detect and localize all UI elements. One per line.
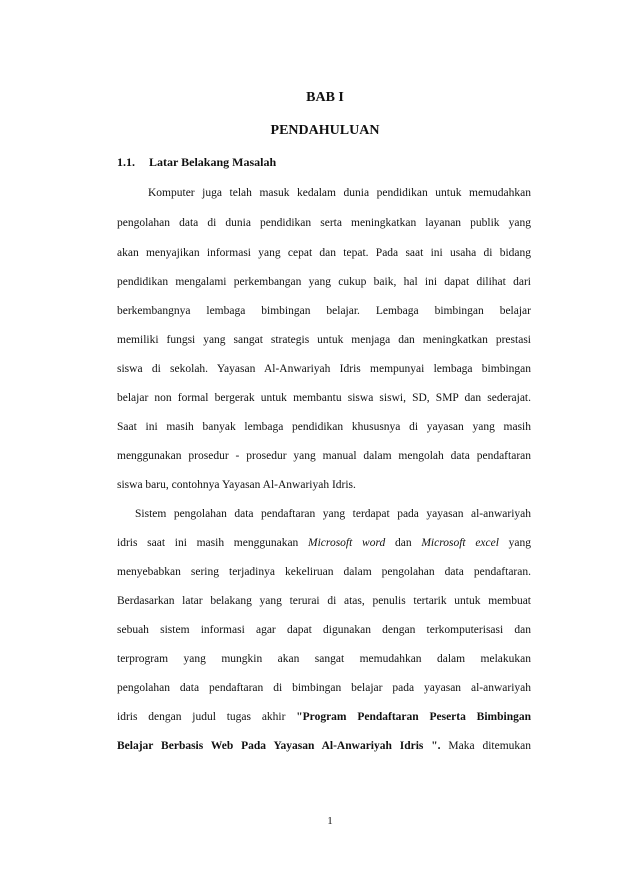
paragraph-line — [117, 536, 531, 550]
bold-title: Belajar Berbasis Web Pada Yayasan Al-Anwariyah Idris ". — [117, 740, 441, 752]
paragraph-line: belajar non formal bergerak untuk membantu siswa siswi, SD, SMP dan sederajat. — [117, 392, 531, 404]
paragraph-line: pengolahan data pendaftaran di bimbingan belajar pada yayasan al-anwariyah — [117, 682, 531, 694]
paragraph-line: akan menyajikan informasi yang cepat dan tepat. Pada saat ini usaha di bidang — [117, 247, 531, 259]
paragraph-line — [117, 710, 531, 724]
line-text: yang — [508, 537, 532, 549]
line-text: dan — [394, 537, 412, 549]
paragraph-line: memiliki fungsi yang sangat strategis untuk menjaga dan meningkatkan prestasi — [117, 334, 531, 346]
section-number: 1.1. — [117, 155, 135, 169]
paragraph-line: sebuah sistem informasi agar dapat digunakan dengan terkomputerisasi dan — [117, 624, 531, 636]
paragraph-line: Sistem pengolahan data pendaftaran yang terdapat pada yayasan al-anwariyah — [135, 508, 531, 520]
paragraph-line: siswa di sekolah. Yayasan Al-Anwariyah Idris mempunyai lembaga bimbingan — [117, 363, 531, 375]
chapter-title: PENDAHULUAN — [270, 123, 380, 138]
line-text: idris dengan judul tugas akhir — [117, 711, 286, 723]
paragraph-line: Saat ini masih banyak lembaga pendidikan khususnya di yayasan yang masih — [117, 421, 531, 433]
paragraph-line: Berdasarkan latar belakang yang terurai di atas, penulis tertarik untuk membuat — [117, 595, 531, 607]
paragraph-line: menggunakan prosedur - prosedur yang manual dalam mengolah data pendaftaran — [117, 450, 531, 462]
section-title: Latar Belakang Masalah — [149, 155, 277, 169]
page-number: 1 — [327, 815, 333, 827]
paragraph-line: pengolahan data di dunia pendidikan serta meningkatkan layanan publik yang — [117, 217, 531, 229]
line-text: Maka ditemukan — [448, 740, 531, 752]
paragraph-line: Komputer juga telah masuk kedalam dunia pendidikan untuk memudahkan — [148, 187, 531, 199]
line-text: idris saat ini masih menggunakan — [117, 537, 299, 549]
paragraph-line: pendidikan mengalami perkembangan yang cukup baik, hal ini dapat dilihat dari — [117, 276, 531, 288]
paragraph-line: menyebabkan sering terjadinya kekeliruan dalam pengolahan data pendaftaran. — [117, 566, 531, 578]
bold-title: "Program Pendaftaran Peserta Bimbingan — [296, 711, 531, 723]
paragraph-line: berkembangnya lembaga bimbingan belajar. Lembaga bimbingan belajar — [117, 305, 531, 317]
chapter-heading: BAB I — [306, 90, 344, 105]
italic-term: Microsoft excel — [421, 537, 499, 549]
section-heading — [117, 155, 276, 170]
paragraph-line: siswa baru, contohnya Yayasan Al-Anwariyah Idris. — [117, 479, 356, 491]
italic-term: Microsoft word — [308, 537, 386, 549]
paragraph-line: terprogram yang mungkin akan sangat memudahkan dalam melakukan — [117, 653, 531, 665]
paragraph-line — [117, 739, 531, 753]
